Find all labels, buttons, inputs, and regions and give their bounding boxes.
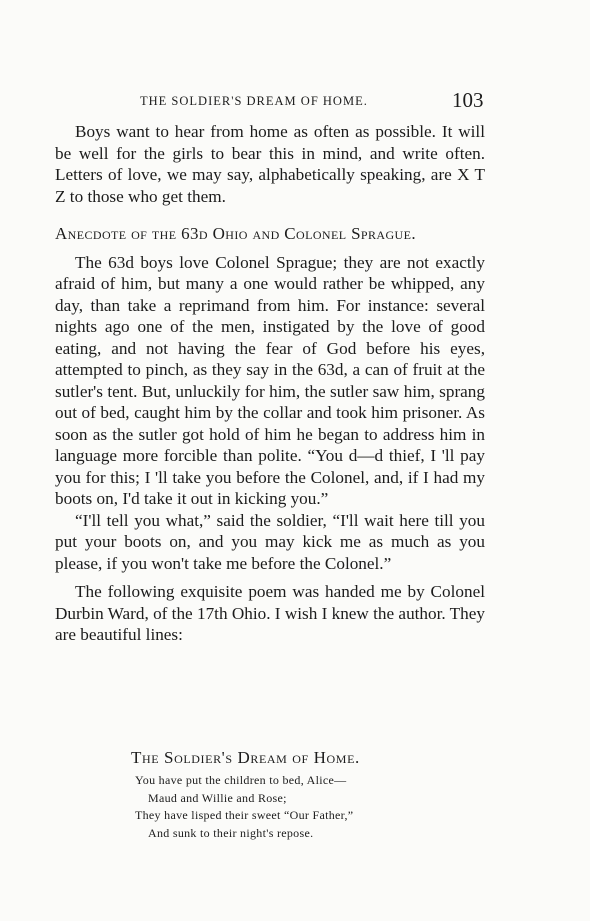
paragraph-poem-intro: The following exquisite poem was handed me by Colonel Durbin Ward, of the 17th Ohio. I wish I knew the author. They are beautiful lines: <box>55 582 485 644</box>
poem <box>135 772 353 842</box>
poem-title: The Soldier's Dream of Home. <box>131 748 360 767</box>
paragraph-letters: Boys want to hear from home as often as possible. It will be well for the girls to bear this in mind, and write often. Letters of love, we may say, alphabetically speaking, are X T Z to those who get them. <box>55 122 485 206</box>
poem-line: You have put the children to bed, Alice— <box>135 773 347 787</box>
section-heading: Anecdote of the 63d Ohio and Colonel Sprague. <box>55 224 416 243</box>
page-number: 103 <box>452 88 484 112</box>
page-header <box>0 88 590 114</box>
paragraph-soldier-reply: “I'll tell you what,” said the soldier, “I'll wait here till you put your boots on, and you may kick me as much as you please, if you won't take me before the Colonel.” <box>55 510 485 573</box>
running-title: THE SOLDIER'S DREAM OF HOME. <box>140 94 368 108</box>
poem-line: Maud and Willie and Rose; <box>148 790 287 805</box>
body-text <box>55 121 485 646</box>
paragraph-anecdote: The 63d boys love Colonel Sprague; they are not exactly afraid of him, but many a one would rather be whipped, any day, than take a reprimand from him. For instance: several nights ago one of the men, instigated by the love of good eating, and not having the fear of God before his eyes, attempted to pinch, as they say in the 63d, a can of fruit at the sutler's tent. But, unluckily for him, the sutler saw him, sprang out of bed, caught him by the collar and took him prisoner. As soon as the sutler got hold of him he began to address him in language more forcible than polite. “You d—d thief, I 'll pay you for this; I 'll take you before the Colonel, and, if I had my boots on, I'd take it out in kicking you.” <box>55 252 485 508</box>
poem-line: And sunk to their night's repose. <box>148 825 314 840</box>
poem-line: They have lisped their sweet “Our Father,” <box>135 808 354 822</box>
